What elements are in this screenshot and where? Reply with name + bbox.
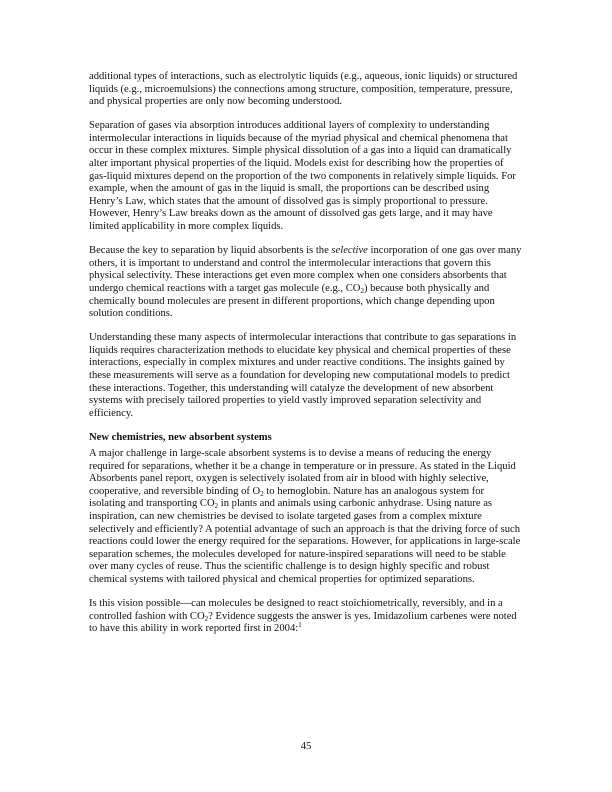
subscript: 2 xyxy=(260,489,264,498)
subscript: 2 xyxy=(360,286,364,295)
paragraph-characterization: Understanding these many aspects of intermolecular interactions that contribute to gas separations in liquids requires characterization methods to elucidate key physical and chemical properties of these interactions, especially in complex mixtures and under reactive conditions. The insights gained by these measurements will serve as a foundation for developing new computational models to predict these interactions. Together, this understanding will catalyze the development of new absorbent systems with precisely tailored properties to yield vastly improved separation selectivity and efficiency. xyxy=(89,332,517,419)
text-run: ? Evidence suggests the answer is yes. Imidazolium carbenes were noted to have this ability in work reported first in 2004: xyxy=(89,610,517,635)
text-run: incorporation of one gas over many others, it is important to understand and control the intermolecular interactions that govern this physical selectivity. These interactions get even more complex when one considers absorbents that undergo chemical reactions with a target gas molecule (e.g., CO xyxy=(89,245,522,294)
text-run: in plants and animals using carbonic anhydrase. Using nature as inspiration, can new chemistries be devised to isolate targeted gases from a complex mixture selectively and efficiently? A potential advantage of such an approach is that the driving force of such reactions could lower the energy required for the separations. However, for applications in large-scale separation schemes, the molecules developed for nature-inspired separations will need to be stable over many cycles of reuse. Thus the scientific challenge is to design highly specific and robust chemical systems with tailored physical and chemical properties for optimized separations. xyxy=(89,498,521,585)
subscript: 2 xyxy=(214,502,219,511)
emphasis-selective: selective xyxy=(331,245,368,257)
subscript: 2 xyxy=(204,614,209,623)
paragraph-energy-challenge xyxy=(89,448,523,587)
section-heading: New chemistries, new absorbent systems xyxy=(89,432,272,444)
text-run: A major challenge in large-scale absorbent systems is to devise a means of reducing the energy required for separations, whether it be a change in temperature or in pressure. As stated in the Liquid Absorbents panel report, oxygen is selectively isolated from air in blood with highly selective, cooperative, and reversible binding of O xyxy=(89,447,516,497)
text-run: Is this vision possible—can molecules be designed to react stoichiometrically, reversibly, and in a controlled fashion with CO xyxy=(89,597,503,622)
page-number: 45 xyxy=(300,741,312,752)
document-body xyxy=(89,71,523,647)
paragraph-vision xyxy=(89,598,523,636)
text-run: Because the key to separation by liquid absorbents is the xyxy=(89,245,332,257)
text-run: ) because both physically and chemically bound molecules are present in different proportions, which change depending upon solution conditions. xyxy=(89,282,495,320)
paragraph-gas-absorption: Separation of gases via absorption introduces additional layers of complexity to understanding intermolecular interactions in liquids because of the myriad physical and chemical phenomena that occur in these complex mixtures. Simple physical dissolution of a gas into a liquid can dramatically alter important physical properties of the liquid. Models exist for describing how the properties of gas-liquid mixtures depend on the proportion of the two components in relatively simple liquids. For example, when the amount of gas in the liquid is small, the proportions can be described using Henry’s Law, which states that the amount of dissolved gas is simply proportional to pressure. However, Henry’s Law breaks down as the amount of dissolved gas gets large, and it may have limited applicability in more complex liquids. xyxy=(89,120,516,233)
text-run: to hemoglobin. Nature has an analogous system for isolating and transporting CO xyxy=(89,485,485,510)
paragraph-intermolecular-intro: additional types of interactions, such as electrolytic liquids (e.g., aqueous, ionic liquids) or structured liquids (e.g., microemulsions) the connections among structure, composition, temperature, pressure, and physical properties are only now becoming understood. xyxy=(89,71,518,108)
footnote-reference: 1 xyxy=(298,621,302,630)
paragraph-selectivity xyxy=(89,245,523,321)
